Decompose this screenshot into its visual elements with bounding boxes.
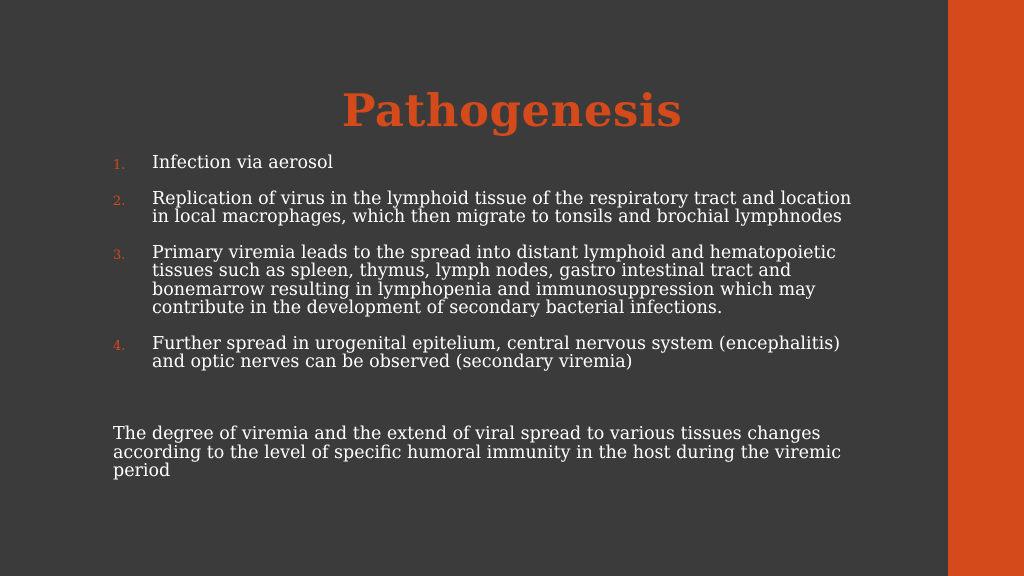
list-item [113,244,853,318]
list-item-text: Further spread in urogenital epitelium, central nervous system (encephalitis) and optic nerves can be observed (secondary viremia) [152,333,841,372]
summary-paragraph: The degree of viremia and the extend of viral spread to various tissues changes according to the level of specific humoral immunity in the host during the viremic period [113,424,841,481]
list-number: 3. [113,247,126,263]
list-item [113,190,853,227]
list-number: 2. [113,193,126,209]
list-item [113,335,853,372]
slide-title: Pathogenesis [341,84,683,137]
list-item [113,154,853,173]
list-number: 4. [113,338,126,354]
list-item-text: Replication of virus in the lymphoid tissue of the respiratory tract and location in local macrophages, which then migrate to tonsils and brochial lymphnodes [152,188,852,227]
list-item-text: Primary viremia leads to the spread into distant lymphoid and hematopoietic tissues such as spleen, thymus, lymph nodes, gastro intestinal tract and bonemarrow resulting in lymphopenia and immunosuppression which may contribute in the development of secondary bacterial infections. [152,242,836,318]
pathogenesis-list [113,154,853,389]
list-item-text: Infection via aerosol [152,153,334,173]
list-number: 1. [113,158,126,173]
